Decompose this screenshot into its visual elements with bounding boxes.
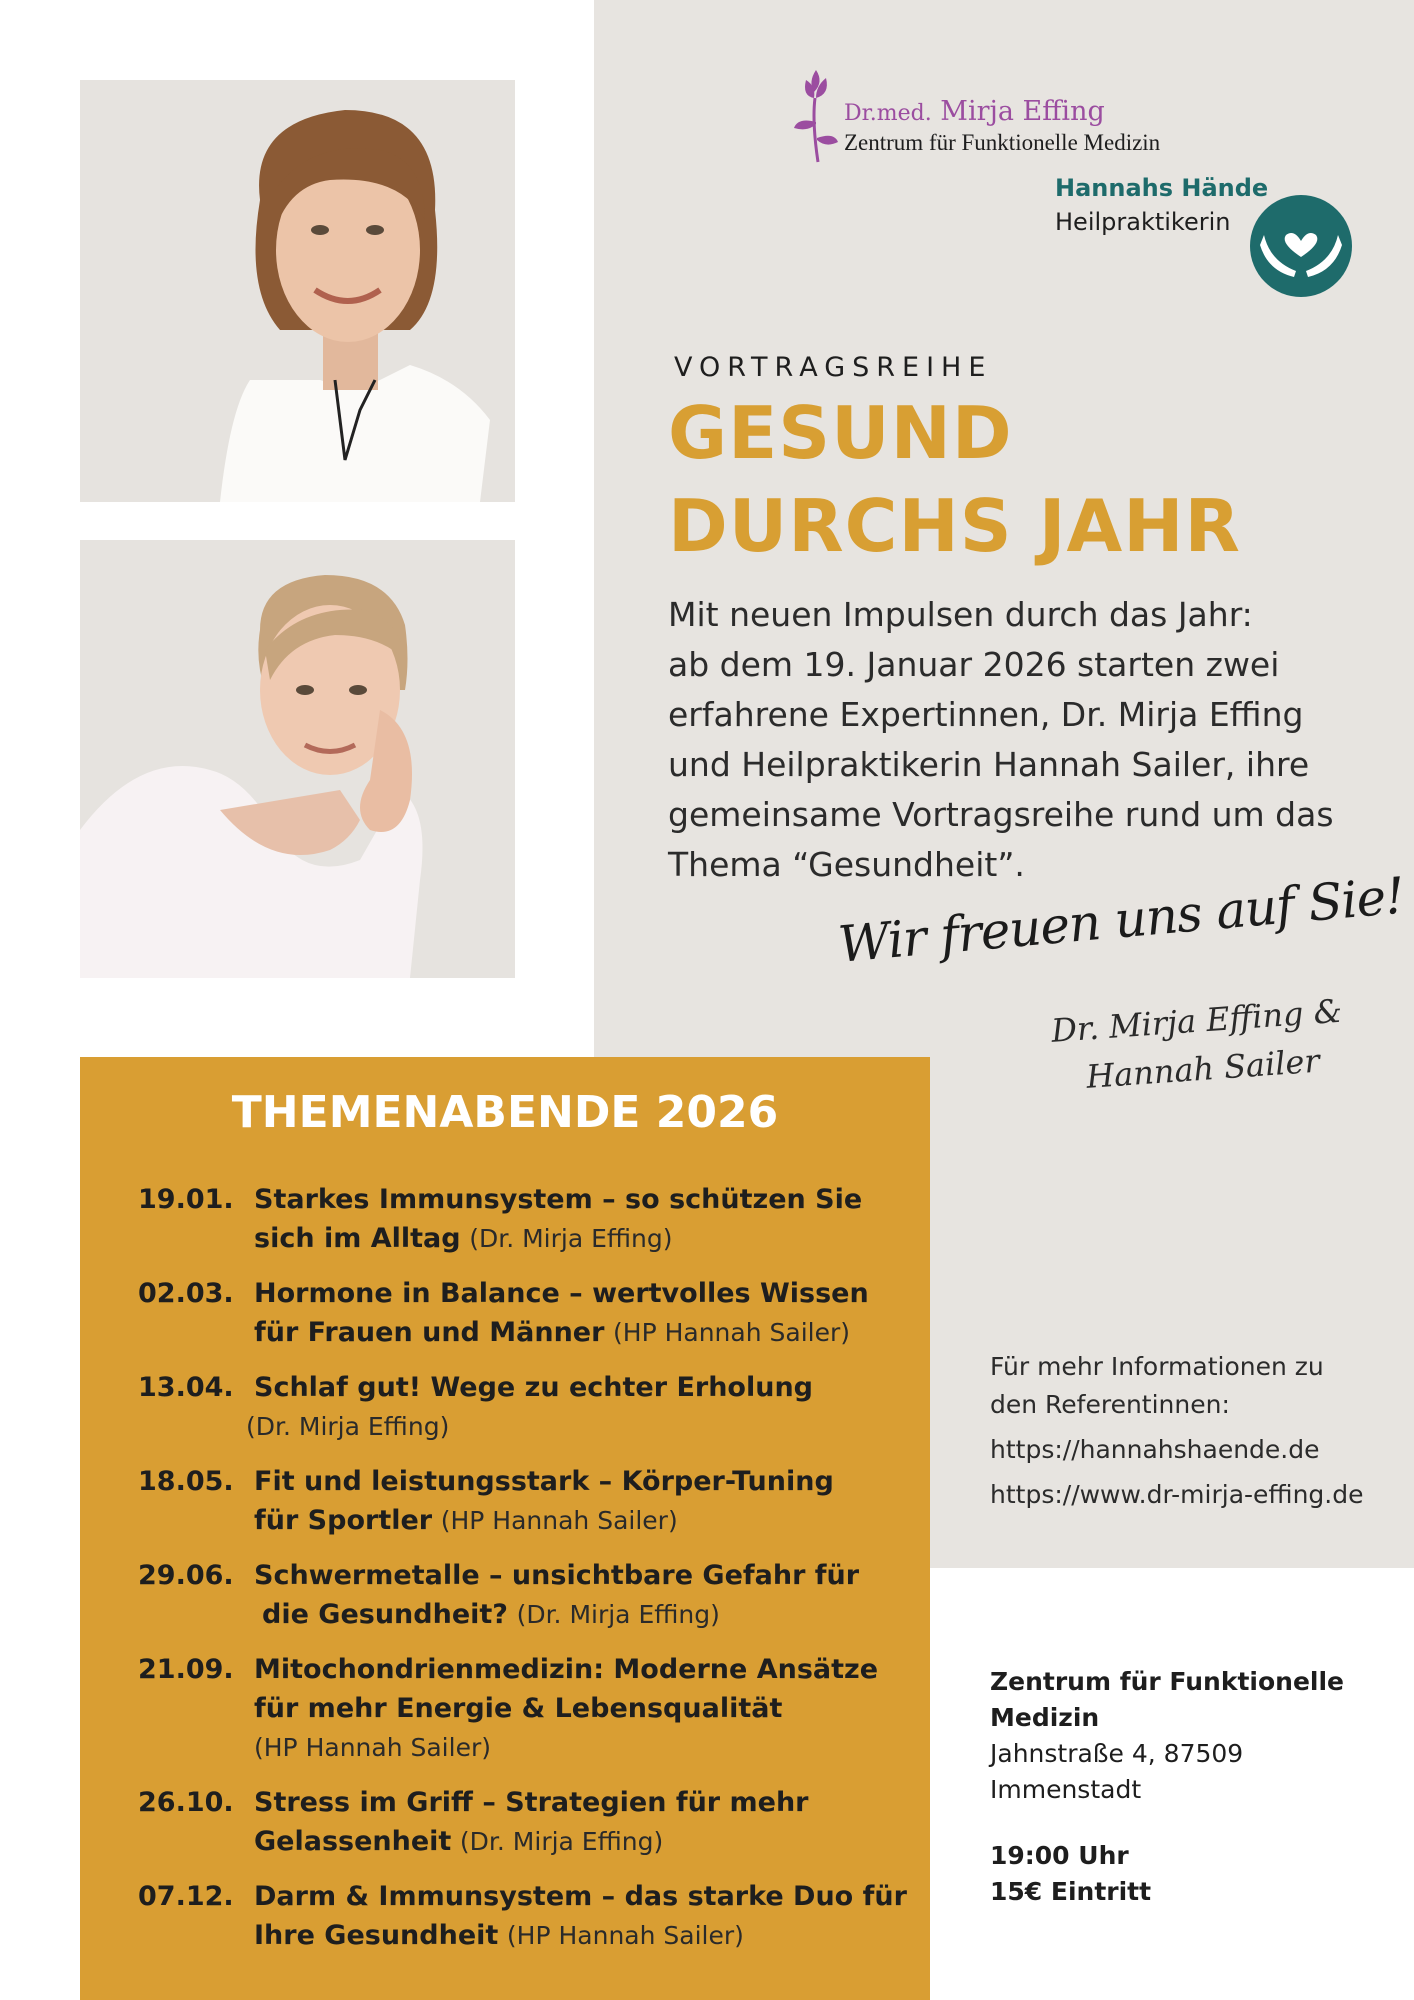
event-price: 15€ Eintritt	[990, 1877, 1152, 1906]
link-dr-mirja-effing[interactable]: https://www.dr-mirja-effing.de	[990, 1480, 1364, 1509]
event-item	[138, 1180, 918, 1258]
intro-paragraph	[668, 590, 1368, 890]
event-title: Fit und leistungsstark – Körper-Tuning	[254, 1466, 834, 1497]
venue-address: Jahnstraße 4, 87509	[990, 1739, 1244, 1768]
event-speaker: (Dr. Mirja Effing)	[459, 1827, 664, 1856]
info-block	[990, 1348, 1390, 1514]
venue-block	[990, 1664, 1390, 1910]
signature-line2: Hannah Sailer	[1085, 1041, 1321, 1096]
event-title: für Sportler	[254, 1505, 433, 1536]
event-title: die Gesundheit?	[262, 1599, 508, 1630]
event-item	[138, 1274, 918, 1352]
event-item	[138, 1368, 918, 1446]
kicker-text: VORTRAGSREIHE	[674, 352, 993, 383]
page-title-line2: DURCHS JAHR	[668, 484, 1241, 568]
event-title: Darm & Immunsystem – das starke Duo für	[254, 1881, 907, 1912]
intro-line: und Heilpraktikerin Hannah Sailer, ihre	[668, 745, 1310, 784]
effing-subtitle: Zentrum für Funktionelle Medizin	[844, 130, 1161, 155]
intro-line: Thema “Gesundheit”.	[668, 845, 1025, 884]
info-text: den Referentinnen:	[990, 1390, 1230, 1419]
intro-line: Mit neuen Impulsen durch das Jahr:	[668, 595, 1253, 634]
event-date: 18.05.	[138, 1466, 234, 1497]
event-speaker: (Dr. Mirja Effing)	[469, 1224, 673, 1253]
intro-line: erfahrene Expertinnen, Dr. Mirja Effing	[668, 695, 1304, 734]
event-speaker: (HP Hannah Sailer)	[506, 1921, 744, 1950]
event-item	[138, 1877, 918, 1955]
event-date: 21.09.	[138, 1654, 234, 1685]
event-speaker: (HP Hannah Sailer)	[440, 1506, 678, 1535]
hands-heart-icon	[1250, 195, 1352, 297]
info-text: Für mehr Informationen zu	[990, 1352, 1324, 1381]
event-list	[138, 1180, 918, 1971]
event-item	[138, 1783, 918, 1861]
event-title: Gelassenheit	[254, 1826, 452, 1857]
event-date: 29.06.	[138, 1560, 234, 1591]
intro-line: gemeinsame Vortragsreihe rund um das	[668, 795, 1334, 834]
venue-address: Immenstadt	[990, 1775, 1142, 1804]
intro-line: ab dem 19. Januar 2026 starten zwei	[668, 645, 1280, 684]
event-title: sich im Alltag	[254, 1223, 461, 1254]
event-date: 02.03.	[138, 1278, 234, 1309]
page-title-line1: GESUND	[668, 391, 1013, 475]
signature-line1: Dr. Mirja Effing &	[1050, 991, 1344, 1050]
event-speaker: (Dr. Mirja Effing)	[516, 1600, 720, 1629]
venue-name: Zentrum für Funktionelle	[990, 1667, 1345, 1696]
event-title: Mitochondrienmedizin: Moderne Ansätze	[254, 1654, 879, 1685]
logo-effing	[788, 62, 1208, 172]
event-speaker: (HP Hannah Sailer)	[613, 1318, 851, 1347]
event-title: Ihre Gesundheit	[254, 1920, 499, 1951]
flower-icon	[788, 62, 840, 172]
venue-name: Medizin	[990, 1703, 1100, 1732]
greeting-script: Wir freuen uns auf Sie!	[836, 866, 1407, 974]
event-date: 07.12.	[138, 1881, 234, 1912]
photo-hannah-sailer	[80, 540, 515, 978]
event-date: 26.10.	[138, 1787, 234, 1818]
hannahs-haende-subtitle: Heilpraktikerin	[1055, 208, 1231, 236]
event-title: Hormone in Balance – wertvolles Wissen	[254, 1278, 869, 1309]
event-speaker: (HP Hannah Sailer)	[254, 1733, 491, 1762]
event-title: für mehr Energie & Lebensqualität	[254, 1693, 783, 1724]
event-item	[138, 1650, 918, 1767]
themenabende-heading: THEMENABENDE 2026	[231, 1087, 779, 1138]
event-date: 13.04.	[138, 1372, 234, 1403]
event-title: Stress im Griff – Strategien für mehr	[254, 1787, 809, 1818]
event-title: Schlaf gut! Wege zu echter Erholung	[254, 1372, 813, 1403]
event-speaker: (Dr. Mirja Effing)	[246, 1412, 450, 1441]
photo-mirja-effing	[80, 80, 515, 502]
event-date: 19.01.	[138, 1184, 234, 1215]
event-item	[138, 1462, 918, 1540]
effing-name: Dr.med. Mirja Effing	[844, 96, 1105, 127]
logo-hannahs-haende	[1055, 168, 1375, 298]
event-title: Schwermetalle – unsichtbare Gefahr für	[254, 1560, 860, 1591]
link-hannahshaende[interactable]: https://hannahshaende.de	[990, 1435, 1320, 1464]
themenabende-box	[80, 1057, 930, 2000]
event-title: Starkes Immunsystem – so schützen Sie	[254, 1184, 863, 1215]
event-time: 19:00 Uhr	[990, 1841, 1129, 1870]
hannahs-haende-name: Hannahs Hände	[1055, 174, 1269, 202]
event-item	[138, 1556, 918, 1634]
event-title: für Frauen und Männer	[254, 1317, 605, 1348]
